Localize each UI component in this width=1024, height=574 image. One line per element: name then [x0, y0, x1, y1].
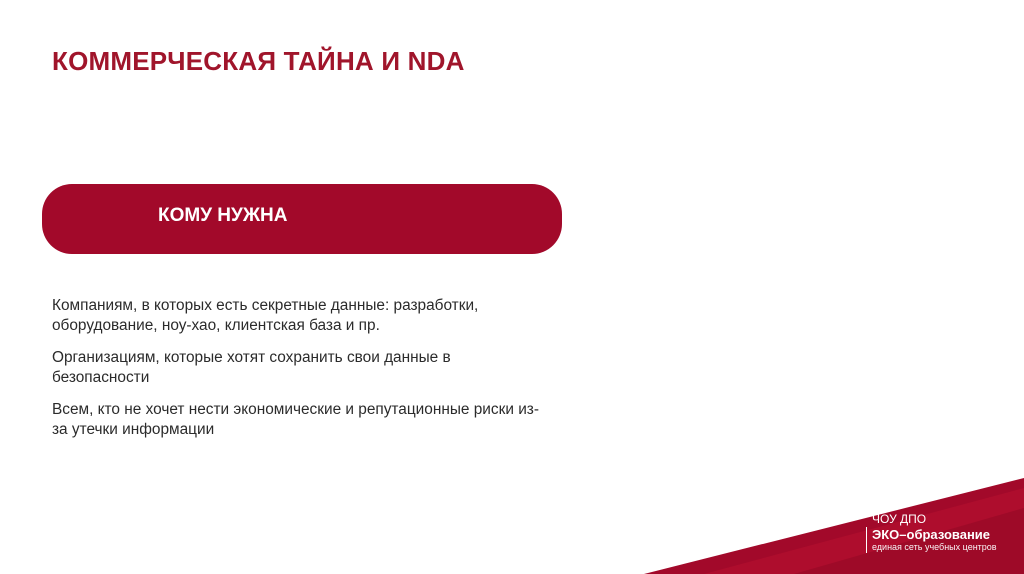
list-item: Всем, кто не хочет нести экономические и репутационные риски из-за утечки информации	[52, 401, 539, 438]
logo-org: ЧОУ ДПО	[872, 512, 927, 526]
logo	[866, 527, 997, 553]
section-banner	[42, 184, 562, 254]
list-item: Компаниям, в которых есть секретные данные: разработки, оборудование, ноу-хао, клиентская база и пр.	[52, 297, 479, 334]
slide-title: КОММЕРЧЕСКАЯ ТАЙНА И NDA	[52, 46, 465, 76]
logo-brand: ЭКО–образование	[872, 527, 991, 542]
logo-tagline: единая сеть учебных центров	[872, 542, 997, 552]
section-banner-label: КОМУ НУЖНА	[158, 205, 288, 226]
audience-list	[52, 296, 552, 452]
list-item: Организациям, которые хотят сохранить свои данные в безопасности	[52, 349, 451, 386]
corner-decoration	[644, 478, 1024, 574]
